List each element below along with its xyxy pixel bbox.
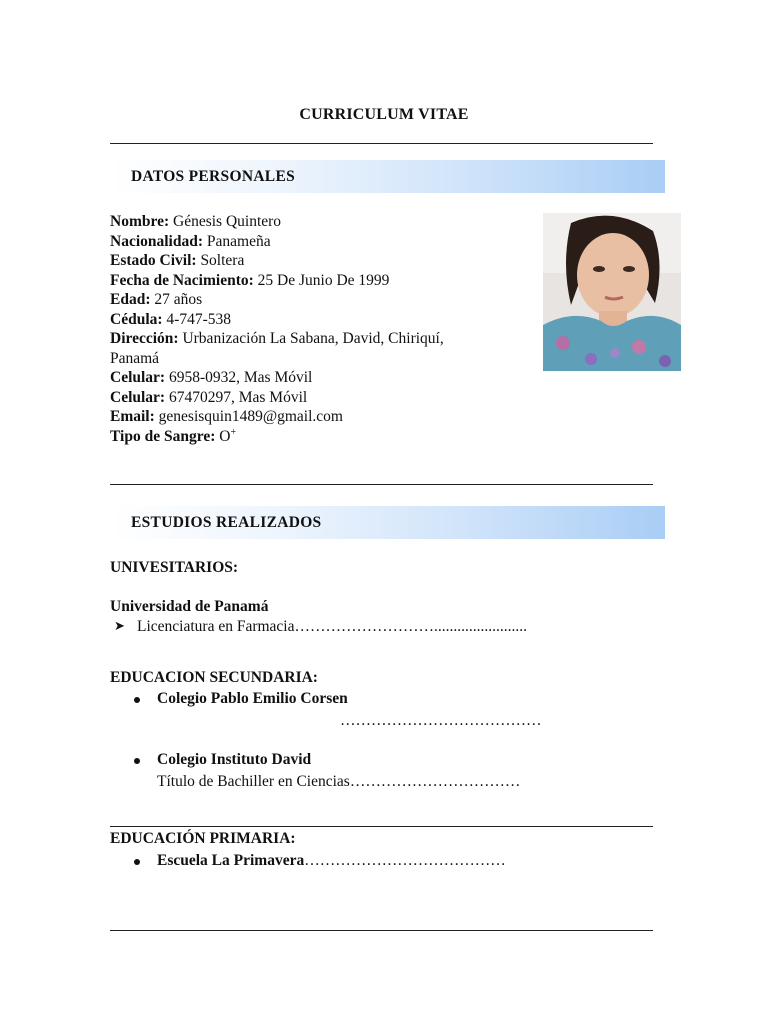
secondary-school-2-title: Título de Bachiller en Ciencias…………………………… <box>157 773 521 790</box>
heading-secundaria: EDUCACION SECUNDARIA: <box>110 669 318 686</box>
portrait-image <box>543 213 681 371</box>
heading-primaria: EDUCACIÓN PRIMARIA: <box>110 830 296 847</box>
info-cedula: Cédula: 4-747-538 <box>110 310 231 328</box>
secondary-school-1: Colegio Pablo Emilio Corsen <box>157 690 348 707</box>
info-nacionalidad: Nacionalidad: Panameña <box>110 232 271 250</box>
page-title: CURRICULUM VITAE <box>299 106 469 123</box>
divider-line <box>110 484 653 485</box>
personal-info <box>110 212 530 446</box>
secondary-school-2: Colegio Instituto David <box>157 751 312 768</box>
info-edad: Edad: 27 años <box>110 291 203 308</box>
info-fecha-nacimiento: Fecha de Nacimiento: 25 De Junio De 1999 <box>110 271 390 289</box>
info-estado-civil: Estado Civil: Soltera <box>110 252 245 269</box>
university-name: Universidad de Panamá <box>110 598 269 615</box>
heading-universitarios: UNIVESITARIOS: <box>110 559 239 576</box>
divider-line <box>110 826 653 827</box>
info-email: Email: genesisquin1489@gmail.com <box>110 408 343 425</box>
section-header-studies: ESTUDIOS REALIZADOS <box>110 506 665 539</box>
arrow-bullet-icon: ➤ <box>114 618 125 633</box>
info-direccion: Dirección: Urbanización La Sabana, David, Chiriquí, <box>110 330 444 347</box>
secondary-school-1-dots: ………………………………… <box>340 712 542 729</box>
university-degree: Licenciatura en Farmacia………………………........................ <box>137 618 527 635</box>
info-celular-2: Celular: 67470297, Mas Móvil <box>110 388 308 406</box>
info-celular-1: Celular: 6958-0932, Mas Móvil <box>110 369 313 386</box>
profile-photo <box>543 213 681 371</box>
round-bullet-icon <box>134 697 140 703</box>
info-direccion-2: Panamá <box>110 349 160 367</box>
info-nombre: Nombre: Génesis Quintero <box>110 213 282 230</box>
round-bullet-icon <box>134 859 140 865</box>
info-tipo-sangre: Tipo de Sangre: O+ <box>110 426 237 445</box>
divider-line <box>110 143 653 144</box>
primary-school: Escuela La Primavera………………………………… <box>157 852 506 869</box>
section-header-personal: DATOS PERSONALES <box>110 160 665 193</box>
divider-line <box>110 930 653 931</box>
round-bullet-icon <box>134 758 140 764</box>
